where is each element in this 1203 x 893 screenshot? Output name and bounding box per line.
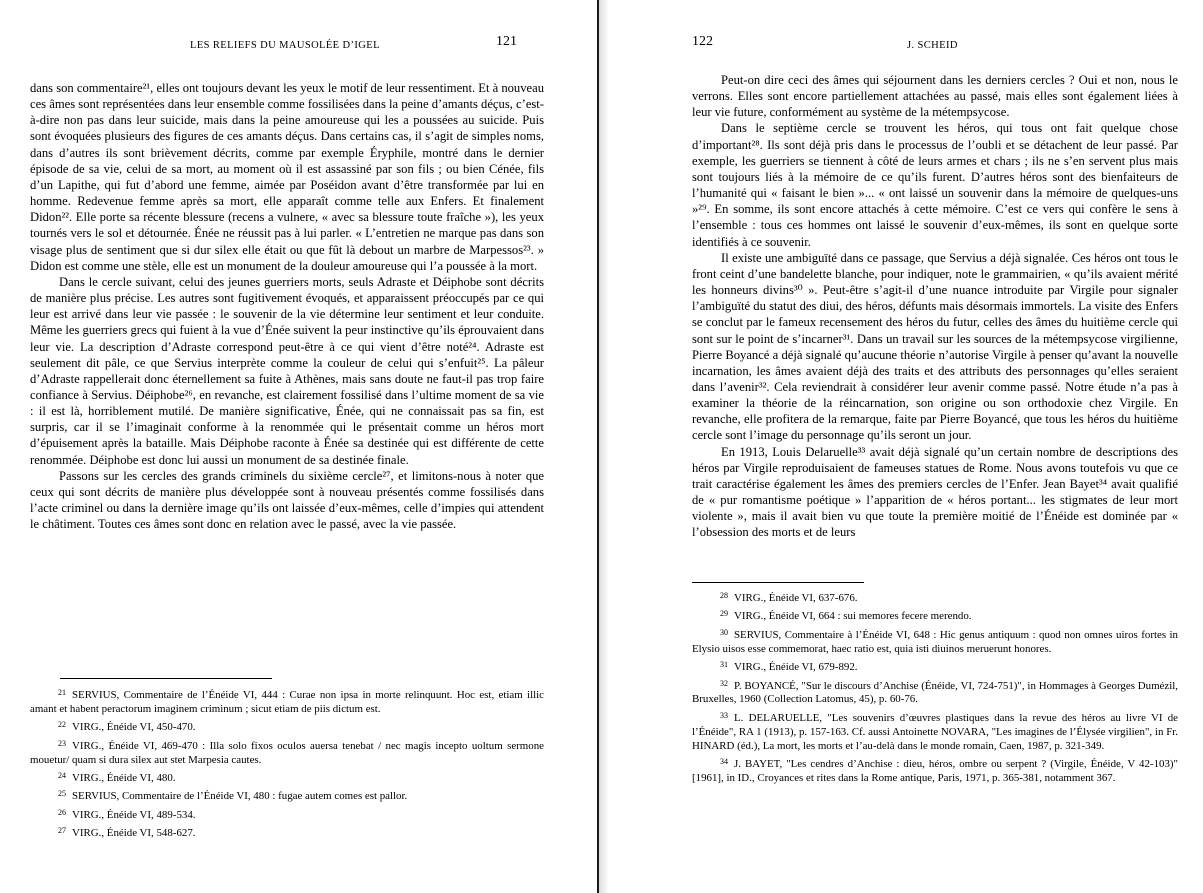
paragraph: Il existe une ambiguïté dans ce passage, que Servius a déjà signalée. Ces héros ont tous le front ceint d’une bandelette blanche, pour indiquer, note le grammairien, « qu’ils avaient mérité les honneurs divins³⁰ ». Peut-être s’agit-il d’une nuance introduite par Virgile pour signaler l’ambiguïté du statut des diui, des héros, défunts mais désormais immortels. La visite des Enfers se conclut par le fameux recensement des héros du futur, celles des âmes du huitième cercle qui sont sur le point de s’incarner³¹. Dans un travail sur les sources de la métempsycose virgilienne, Pierre Boyancé a déjà signalé qu’aucune théorie n’autorise Virgile à penser qu’avant la nouvelle incarnation, les âmes avaient déjà des traits et des attributs des personnages qu’elles seraient dans l’avenir³². Cela reviendrait à considérer leur avenir comme passé. Notre étude n’a pas à examiner la théorie de la réincarnation, son origine ou son orthodoxie chez Virgile. En revanche, elle profitera de la remarque, faite par Pierre Boyancé, que tous les héros du huitième cercle sont l’image du personnage qu’ils seront un jour. xyxy=(692,250,1178,443)
footnote-number: 32 xyxy=(720,678,728,688)
footnote-text: VIRG., Énéide VI, 637-676. xyxy=(734,592,858,604)
footnote-number: 24 xyxy=(58,771,66,781)
footnote-number: 25 xyxy=(58,789,66,799)
footnote xyxy=(692,589,1178,606)
footnote-number: 21 xyxy=(58,688,66,697)
footnote-number: 28 xyxy=(720,591,728,600)
footnote xyxy=(30,737,544,768)
footnote-text: SERVIUS, Commentaire de l’Énéide VI, 444 : Curae non ipsa in morte relinquunt. Hoc est, etiam illic amant et habent peractorum imaginem criminum ; sicut etiam de piis dictum est. xyxy=(30,689,544,715)
footnote-rule xyxy=(692,582,864,583)
footnote-text: SERVIUS, Commentaire à l’Énéide VI, 648 : Hic genus antiquum : quod non omnes uiros fortes in Elysio uisos esse commemorat, haec ratio est, quia isti diuinos meruerunt honores. xyxy=(692,628,1178,655)
footnote-text: P. BOYANCÉ, "Sur le discours d’Anchise (Énéide, VI, 724-751)", in Hommages à Georges Dumézil, Bruxelles, 1960 (Collection Latomus, 45), p. 60-76. xyxy=(692,679,1178,706)
footnote-rule xyxy=(60,678,272,679)
footnote-number: 31 xyxy=(720,660,728,670)
footnote-number: 23 xyxy=(58,738,66,748)
footnote-number: 34 xyxy=(720,757,728,767)
running-head xyxy=(30,34,544,54)
body-text xyxy=(30,80,544,532)
footnotes xyxy=(692,589,1178,787)
running-head xyxy=(692,34,1178,54)
footnote-number: 30 xyxy=(720,627,728,637)
footnote-text: VIRG., Énéide VI, 489-534. xyxy=(72,808,196,821)
body-text xyxy=(692,72,1178,541)
footnotes xyxy=(30,686,544,843)
left-page xyxy=(30,0,544,893)
page-number: 121 xyxy=(496,34,517,49)
footnote xyxy=(30,769,544,786)
right-page xyxy=(692,0,1178,893)
footnote-number: 22 xyxy=(58,720,66,730)
footnote xyxy=(692,755,1178,786)
footnote xyxy=(692,658,1178,675)
footnote xyxy=(692,626,1178,657)
footnote xyxy=(30,686,544,717)
footnote xyxy=(30,824,544,841)
footnote-number: 27 xyxy=(58,826,66,836)
footnote-text: SERVIUS, Commentaire de l’Énéide VI, 480 : fugae autem comes est pallor. xyxy=(72,790,408,803)
footnote-text: J. BAYET, "Les cendres d’Anchise : dieu, héros, ombre ou serpent ? (Virgile, Énéide, V 42-103)" [1961], in ID., Croyances et rites dans la Rome antique, Paris, 1971, p. 365-381, notamment 367. xyxy=(692,758,1178,784)
footnote-text: VIRG., Énéide VI, 664 : sui memores fecere merendo. xyxy=(734,610,972,623)
footnote xyxy=(692,709,1178,754)
footnote xyxy=(692,677,1178,708)
paragraph: Peut-on dire ceci des âmes qui séjournent dans les derniers cercles ? Oui et non, nous le verrons. Elles sont encore partiellement attachées au passé, mais elles sont également liées à leur vie future, conformément au système de la métempsycose. xyxy=(692,73,1178,120)
page-number: 122 xyxy=(692,34,713,49)
footnote xyxy=(30,806,544,823)
paragraph: Passons sur les cercles des grands criminels du sixième cercle²⁷, et limitons-nous à noter que ceux qui sont décrits de manière plus développée sont à nouveau présentés comme fossilisés dans l’acte criminel ou dans la dernière image qu’ils ont laissée d’eux-mêmes, celle d’impies qui attendent le châtiment. Toutes ces âmes sont donc en relation avec le passé, avec la vie passée. xyxy=(30,468,544,532)
footnote-text: L. DELARUELLE, "Les souvenirs d’œuvres plastiques dans la revue des héros au livre VI de l’Énéide", RA 1 (1913), p. 157-163. Cf. aussi Antoinette NOVARA, "Les imagines de l’Élysée virgilien", in Fr. HINARD (éd.), La mort, les morts et l’au-delà dans le monde romain, Caen, 1987, p. 321-349. xyxy=(692,711,1178,752)
paragraph: Dans le septième cercle se trouvent les héros, qui tous ont fait quelque chose d’important²⁸. Ils sont déjà pris dans le processus de l’oubli et se détachent de leur passé. Par exemple, les guerriers se tiennent à côté de leurs armes et chars ; ils ne s’en servent plus mais sont toujours liés à la mémoire de ce qu’ils furent. D’autres héros sont des bienfaiteurs de l’humanité qui « faisant le bien »... « ont laissé un souvenir dans la mémoire de quelques-uns »²⁹. En somme, ils sont encore attachés à cette mémoire. C’est ce vers qui confère le sens à l’ensemble : tous ces hommes ont laissé le souvenir d’eux-mêmes, ils sont en quelque sorte identifiés à ce souvenir. xyxy=(692,121,1178,249)
footnote-text: VIRG., Énéide VI, 469-470 : Illa solo fixos oculos auersa tenebat / nec magis incepto uoltum sermone mouetur/ quam si dura silex aut stet Marpesia cautes. xyxy=(30,739,544,766)
paragraph: En 1913, Louis Delaruelle³³ avait déjà signalé qu’un certain nombre de descriptions des héros par Virgile reproduisaient de fameuses statues de Rome. Nous avons toutefois vu que ce trait caractérise également les âmes des premiers cercles de l’Enfer. Jean Bayet³⁴ avait qualifié de « pur romantisme poétique » l’apparition de « héros portant... les stigmates de leur mort violente », mais il avait bien vu que toute la première moitié de l’Énéide est dominée par « l’obsession des morts et de leurs xyxy=(692,444,1178,540)
footnote-text: VIRG., Énéide VI, 450-470. xyxy=(72,721,196,734)
footnote-text: VIRG., Énéide VI, 548-627. xyxy=(72,827,196,840)
footnote-number: 29 xyxy=(720,609,728,619)
footnote-number: 33 xyxy=(720,710,728,720)
footnote xyxy=(30,718,544,735)
footnote-number: 26 xyxy=(58,807,66,817)
paragraph: dans son commentaire²¹, elles ont toujours devant les yeux le motif de leur ressentiment. Et à nouveau ces âmes sont représentées dans leur ensemble comme fossilisées dans la peine d’amants déçus, c’est-à-dire non pas dans leur suicide, mais dans la peine amoureuse qui les a poussées au suicide. Puis sont évoquées plusieurs des figures de ces amants déçus. Dans certains cas, il s’agit de simples noms, dans d’autres ils sont brièvement décrits, comme par exemple Éryphile, montré dans le dernier épisode de sa vie, celui de sa mort, au moment où il est assassiné par son fils ; ou bien Cénée, fils d’un Lapithe, qui fut d’abord une femme, aimée par Poséidon avant d’être transformée par lui en homme. Redevenue femme après sa mort, elle apparaît comme telle aux Enfers. Et finalement Didon²². Elle porte sa récente blessure (recens a vulnere, « avec sa blessure toute fraîche »), les yeux tournés vers le sol et détournée. Énée ne réussit pas à lui parler. « L’entretien ne marque pas dans son visage plus de sentiment que si dur silex elle était ou que fût là debout un marbre de Marpessos²³. » Didon est comme une stèle, elle est un monument de la douleur amoureuse qui l’a poussée à la mort. xyxy=(30,81,544,273)
footnote-text: VIRG., Énéide VI, 679-892. xyxy=(734,661,858,674)
running-title: J. SCHEID xyxy=(907,40,958,51)
footnote xyxy=(30,787,544,804)
running-title: LES RELIEFS DU MAUSOLÉE D’IGEL xyxy=(190,40,380,51)
paragraph: Dans le cercle suivant, celui des jeunes guerriers morts, seuls Adraste et Déiphobe sont décrits de manière plus précise. Les autres sont fugitivement évoqués, et apparaissent préoccupés par ce qui leur est arrivé dans leur vie passée : le souvenir de la vie détermine leur sentiment et leur conduite. Même les guerriers grecs qui fuient à la vue d’Énée suivent la peur instinctive qu’ils éprouvaient dans leur vie. La description d’Adraste correspond peut-être à ce qui vient d’être noté²⁴. Adraste est seulement dit pâle, ce que Servius interprète comme la couleur de celui qui s’enfuit²⁵. La pâleur d’Adraste rappellerait donc éternellement sa fuite à Athènes, mais sans doute ne faut-il pas trop faire confiance à Servius. Déiphobe²⁶, en revanche, est clairement fossilisé dans l’ultime moment de sa vie : il est là, horriblement mutilé. De manière significative, Énée, qui ne connaissait pas sa fin, est surpris, car il se l’imaginait conforme à la renommée qui le présentait comme un héros mort d’épuisement après la bataille. Mais Déiphobe raconte à Énée sa destinée qui est différente de cette renommée. Déiphobe est donc lui aussi un monument de sa destinée finale. xyxy=(30,274,544,467)
footnote xyxy=(692,607,1178,624)
gutter-shadow xyxy=(599,0,609,893)
footnote-text: VIRG., Énéide VI, 480. xyxy=(72,772,176,785)
